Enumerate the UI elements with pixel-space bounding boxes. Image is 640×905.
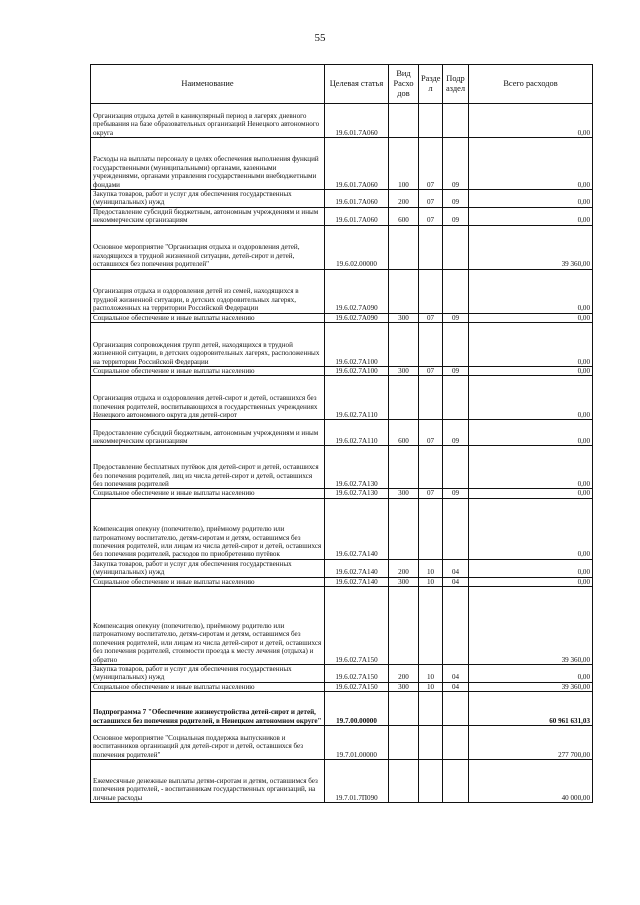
cell-razd [419,726,443,760]
table-row [91,682,593,691]
cell-razd [419,376,443,420]
cell-name: Предоставление субсидий бюджетным, автономным учреждениям и иным некоммерческим организациям [91,420,325,446]
cell-vid: 300 [389,489,419,498]
cell-vid [389,760,419,803]
table-row [91,207,593,225]
cell-podr [443,104,469,138]
cell-sum: 0,00 [469,665,593,683]
cell-code: 19.6.02.7А150 [325,587,389,665]
cell-sum: 277 700,00 [469,726,593,760]
budget-table [90,64,593,803]
cell-code: 19.6.02.7А140 [325,577,389,586]
cell-name: Закупка товаров, работ и услуг для обеспечения государственных (муниципальных) нужд [91,190,325,208]
cell-podr: 09 [443,489,469,498]
table-row [91,323,593,367]
cell-vid [389,726,419,760]
cell-vid: 300 [389,313,419,322]
cell-name: Предоставление бесплатных путёвок для детей-сирот и детей, оставшихся без попечения родителей, лиц из числа детей-сирот и детей, оставшихся без попечения родителей [91,446,325,489]
cell-vid [389,692,419,726]
cell-razd [419,587,443,665]
cell-vid: 200 [389,665,419,683]
table-row [91,313,593,322]
cell-podr [443,323,469,367]
cell-podr [443,225,469,269]
cell-razd: 10 [419,682,443,691]
table-row [91,726,593,760]
cell-name: Социальное обеспечение и иные выплаты населению [91,313,325,322]
cell-razd [419,323,443,367]
cell-vid [389,269,419,313]
table-row [91,190,593,208]
cell-razd [419,498,443,559]
cell-code: 19.6.02.7А130 [325,489,389,498]
cell-sum: 0,00 [469,104,593,138]
cell-name: Предоставление субсидий бюджетным, автономным учреждениям и иным некоммерческим организациям [91,207,325,225]
cell-podr [443,269,469,313]
cell-razd: 07 [419,313,443,322]
table-row [91,587,593,665]
cell-name: Ежемесячные денежные выплаты детям-сиротам и детям, оставшимся без попечения родителей, - воспитанникам государственных организаций, на личные расходы [91,760,325,803]
cell-podr [443,376,469,420]
cell-sum: 0,00 [469,577,593,586]
cell-name: Компенсация опекуну (попечителю), приёмному родителю или патронатному воспитателю, детям-сиротам и детям, оставшимся без попечения родителей, или лицам из числа детей-сирот и детей, оставшихся без попечения родителей, стоимости проезда к месту лечения (отдыха) и обратно [91,587,325,665]
cell-razd: 07 [419,138,443,190]
cell-name: Социальное обеспечение и иные выплаты населению [91,682,325,691]
table-row [91,498,593,559]
cell-sum: 0,00 [469,190,593,208]
cell-podr [443,726,469,760]
cell-code: 19.6.02.7А110 [325,376,389,420]
cell-podr: 09 [443,420,469,446]
cell-razd: 10 [419,559,443,577]
cell-podr: 04 [443,665,469,683]
page-number: 55 [314,32,326,44]
table-row [91,760,593,803]
cell-sum: 0,00 [469,367,593,376]
cell-vid: 300 [389,367,419,376]
table-row [91,269,593,313]
table-row [91,559,593,577]
cell-podr [443,498,469,559]
cell-sum: 0,00 [469,498,593,559]
cell-razd [419,269,443,313]
cell-sum: 60 961 631,03 [469,692,593,726]
cell-sum: 39 360,00 [469,682,593,691]
cell-name: Подпрограмма 7 "Обеспечение жизнеустройства детей-сирот и детей, оставшихся без попечения родителей, в Ненецком автономном округе" [91,692,325,726]
cell-vid [389,104,419,138]
cell-code: 19.6.02.7А140 [325,498,389,559]
cell-podr [443,692,469,726]
cell-razd: 10 [419,665,443,683]
cell-code: 19.6.02.00000 [325,225,389,269]
cell-name: Организация отдыха и оздоровления детей-сирот и детей, оставшихся без попечения родителей, воспитывающихся в государственных учреждениях Ненецкого автономного округа для детей-сирот [91,376,325,420]
cell-razd [419,760,443,803]
cell-sum: 0,00 [469,323,593,367]
cell-code: 19.7.00.00000 [325,692,389,726]
table-row [91,489,593,498]
cell-razd [419,692,443,726]
cell-sum: 0,00 [469,489,593,498]
cell-sum: 0,00 [469,559,593,577]
cell-name: Социальное обеспечение и иные выплаты населению [91,367,325,376]
cell-razd: 07 [419,420,443,446]
cell-code: 19.6.02.7А100 [325,323,389,367]
cell-code: 19.6.01.7А060 [325,138,389,190]
cell-vid: 600 [389,420,419,446]
cell-name: Организация отдыха и оздоровления детей из семей, находящихся в трудной жизненной ситуации, в детских оздоровительных лагерях, расположенных на территории Российской Федерации [91,269,325,313]
table-row [91,376,593,420]
cell-vid: 600 [389,207,419,225]
cell-razd [419,104,443,138]
cell-name: Организация отдыха детей в каникулярный период в лагерях дневного пребывания на базе образовательных организаций Ненецкого автономного округа [91,104,325,138]
cell-code: 19.6.02.7А140 [325,559,389,577]
header-code: Целевая статья [325,65,389,104]
cell-podr: 09 [443,367,469,376]
table-row [91,367,593,376]
table-header-row [91,65,593,104]
header-vid: Вид Расхо дов [389,65,419,104]
cell-podr [443,760,469,803]
table-body [91,104,593,803]
cell-vid [389,587,419,665]
cell-code: 19.6.01.7А060 [325,190,389,208]
table-row [91,225,593,269]
cell-name: Расходы на выплаты персоналу в целях обеспечения выполнения функций государственными (муниципальными) органами, казенными учреждениями, органами управления государственными внебюджетными фондами [91,138,325,190]
cell-razd: 10 [419,577,443,586]
header-name: Наименование [91,65,325,104]
header-podr: Подр аздел [443,65,469,104]
cell-code: 19.6.02.7А150 [325,665,389,683]
cell-name: Компенсация опекуну (попечителю), приёмному родителю или патронатному воспитателю, детям-сиротам и детям, оставшимся без попечения родителей, или лицам из числа детей-сирот и детей, оставшихся без попечения родителей, расходов по приобретению путёвок [91,498,325,559]
header-sum: Всего расходов [469,65,593,104]
table-row [91,420,593,446]
cell-podr: 04 [443,682,469,691]
cell-sum: 39 360,00 [469,225,593,269]
cell-vid: 200 [389,559,419,577]
cell-code: 19.7.01.00000 [325,726,389,760]
table-row [91,138,593,190]
table-row [91,104,593,138]
cell-podr: 09 [443,138,469,190]
table-row [91,446,593,489]
cell-name: Социальное обеспечение и иные выплаты населению [91,577,325,586]
cell-podr: 04 [443,559,469,577]
cell-vid [389,323,419,367]
cell-vid: 300 [389,577,419,586]
cell-sum: 39 360,00 [469,587,593,665]
cell-name: Социальное обеспечение и иные выплаты населению [91,489,325,498]
cell-code: 19.7.01.7П090 [325,760,389,803]
cell-vid [389,498,419,559]
cell-razd: 07 [419,489,443,498]
cell-razd: 07 [419,190,443,208]
cell-razd [419,446,443,489]
cell-vid: 200 [389,190,419,208]
cell-code: 19.6.02.7А130 [325,446,389,489]
table-row [91,665,593,683]
cell-podr: 09 [443,313,469,322]
cell-code: 19.6.02.7А090 [325,269,389,313]
cell-razd: 07 [419,367,443,376]
cell-podr [443,587,469,665]
cell-code: 19.6.02.7А110 [325,420,389,446]
cell-vid [389,225,419,269]
cell-podr: 09 [443,207,469,225]
cell-razd [419,225,443,269]
cell-vid [389,376,419,420]
cell-code: 19.6.02.7А150 [325,682,389,691]
cell-podr: 09 [443,190,469,208]
cell-podr [443,446,469,489]
cell-sum: 0,00 [469,269,593,313]
cell-code: 19.6.01.7А060 [325,104,389,138]
cell-sum: 40 000,00 [469,760,593,803]
cell-name: Основное мероприятие "Организация отдыха и оздоровления детей, находящихся в трудной жизненной ситуации, детей-сирот и детей, оставшихся без попечения родителей" [91,225,325,269]
cell-code: 19.6.01.7А060 [325,207,389,225]
table-row [91,692,593,726]
table-row [91,577,593,586]
header-razd: Разде л [419,65,443,104]
cell-name: Организация сопровождения групп детей, находящихся в трудной жизненной ситуации, в детских оздоровительных лагерях, расположенных на территории Российской Федерации [91,323,325,367]
cell-vid: 100 [389,138,419,190]
cell-code: 19.6.02.7А090 [325,313,389,322]
cell-name: Основное мероприятие "Социальная поддержка выпускников и воспитанников организаций для детей-сирот и детей, оставшихся без попечения родителей" [91,726,325,760]
cell-sum: 0,00 [469,207,593,225]
cell-sum: 0,00 [469,420,593,446]
cell-name: Закупка товаров, работ и услуг для обеспечения государственных (муниципальных) нужд [91,559,325,577]
cell-sum: 0,00 [469,313,593,322]
cell-code: 19.6.02.7А100 [325,367,389,376]
cell-razd: 07 [419,207,443,225]
cell-vid: 300 [389,682,419,691]
cell-sum: 0,00 [469,376,593,420]
cell-vid [389,446,419,489]
cell-sum: 0,00 [469,446,593,489]
cell-name: Закупка товаров, работ и услуг для обеспечения государственных (муниципальных) нужд [91,665,325,683]
cell-sum: 0,00 [469,138,593,190]
cell-podr: 04 [443,577,469,586]
